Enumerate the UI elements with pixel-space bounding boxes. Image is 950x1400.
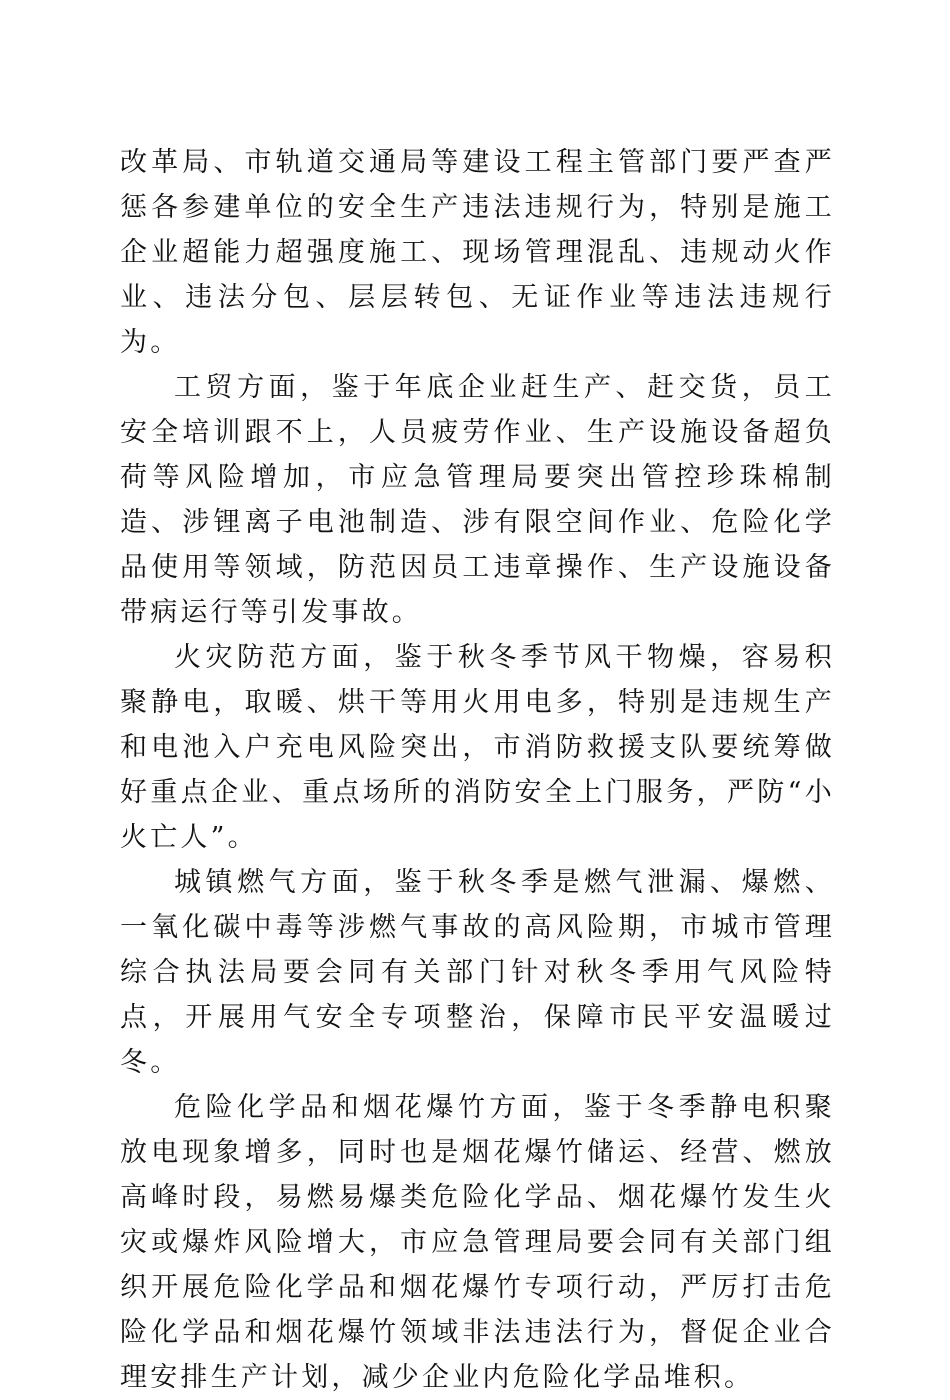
paragraph-industry-trade: 工贸方面，鉴于年底企业赶生产、赶交货，员工安全培训跟不上，人员疲劳作业、生产设施设备超负荷等风险增加，市应急管理局要突出管控珍珠棉制造、涉锂离子电池制造、涉有限空间作业、危险化学品使用等领域，防范因员工违章操作、生产设施设备带病运行等引发事故。 [120,372,835,628]
document-body [120,140,835,1400]
paragraph-construction-continued: 改革局、市轨道交通局等建设工程主管部门要严查严惩各参建单位的安全生产违法违规行为，特别是施工企业超能力超强度施工、现场管理混乱、违规动火作业、违法分包、层层转包、无证作业等违法违规行为。 [120,147,835,358]
paragraph-fire-prevention: 火灾防范方面，鉴于秋冬季节风干物燥，容易积聚静电，取暖、烘干等用火用电多，特别是违规生产和电池入户充电风险突出，市消防救援支队要统筹做好重点企业、重点场所的消防安全上门服务，严防“小火亡人”。 [120,642,835,853]
paragraph-urban-gas: 城镇燃气方面，鉴于秋冬季是燃气泄漏、爆燃、一氧化碳中毒等涉燃气事故的高风险期，市城市管理综合执法局要会同有关部门针对秋冬季用气风险特点，开展用气安全专项整治，保障市民平安温暖过冬。 [120,867,835,1078]
paragraph-hazardous-chemicals-fireworks: 危险化学品和烟花爆竹方面，鉴于冬季静电积聚放电现象增多，同时也是烟花爆竹储运、经营、燃放高峰时段，易燃易爆类危险化学品、烟花爆竹发生火灾或爆炸风险增大，市应急管理局要会同有关部门组织开展危险化学品和烟花爆竹专项行动，严厉打击危险化学品和烟花爆竹领域非法违法行为，督促企业合理安排生产计划，减少企业内危险化学品堆积。 [120,1092,835,1393]
